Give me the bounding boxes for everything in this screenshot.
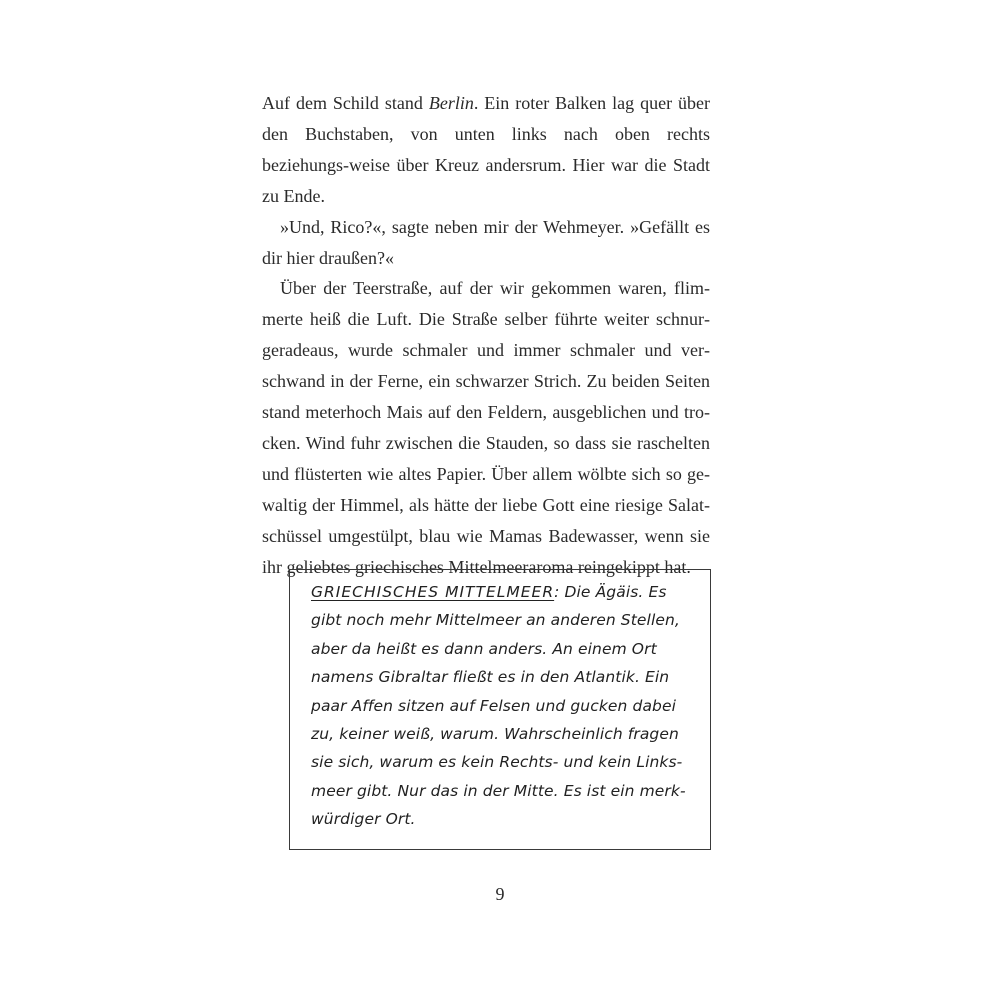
glossary-line-9: würdiger Ort. [311, 810, 416, 829]
place-name-italic: Berlin [428, 93, 474, 113]
glossary-line-5: paar Affen sitzen auf Felsen und gucken dabei [311, 696, 677, 715]
glossary-line-1 [311, 578, 693, 606]
paragraph-1-end: . Ein roter Balken lag quer über den Buchstaben, von unten links nach oben rechts beziehungs-weise über Kreuz andersrum. Hier war die Stadt zu Ende. [262, 93, 711, 206]
glossary-line-8: meer gibt. Nur das in der Mitte. Es ist ein merk- [311, 781, 686, 800]
glossary-heading: GRIECHISCHES MITTELMEER [311, 583, 555, 601]
glossary-line-1-rest: : Die Ägäis. Es [554, 583, 667, 601]
glossary-line-2: gibt noch mehr Mittelmeer an anderen Stellen, [311, 611, 680, 630]
glossary-line-7: sie sich, warum es kein Rechts- und kein Links- [311, 753, 683, 772]
page-number: 9 [495, 884, 505, 904]
paragraph-1 [262, 88, 710, 212]
glossary-line-3: aber da heißt es dann anders. An einem Ort [311, 639, 657, 658]
glossary-line-4: namens Gibraltar fließt es in den Atlantik. Ein [311, 668, 670, 687]
paragraph-1-start: Auf dem Schild stand [262, 93, 429, 113]
body-text [262, 88, 710, 583]
glossary-line-6: zu, keiner weiß, warum. Wahrscheinlich fragen [311, 725, 679, 744]
paragraph-2: »Und, Rico?«, sagte neben mir der Wehmeyer. »Gefällt es dir hier draußen?« [262, 216, 710, 268]
paragraph-3: Über der Teerstraße, auf der wir gekommen waren, flimmerte heiß die Luft. Die Straße selber führte weiter schnurgeradeaus, wurde schmaler und immer schmaler und verschwand in der Ferne, ein schwarzer Strich. Zu beiden Seiten stand meterhoch Mais auf den Feldern, ausgeblichen und trocken. Wind fuhr zwischen die Stauden, so dass sie raschelten und flüsterten wie altes Papier. Über allem wölbte sich so gewaltig der Himmel, als hätte der liebe Gott eine riesige Salatschüssel umgestülpt, blau wie Mamas Badewasser, wenn sie ihr geliebtes griechisches Mittelmeeraroma reingekippt hat. [262, 278, 710, 577]
glossary-text [311, 578, 693, 834]
